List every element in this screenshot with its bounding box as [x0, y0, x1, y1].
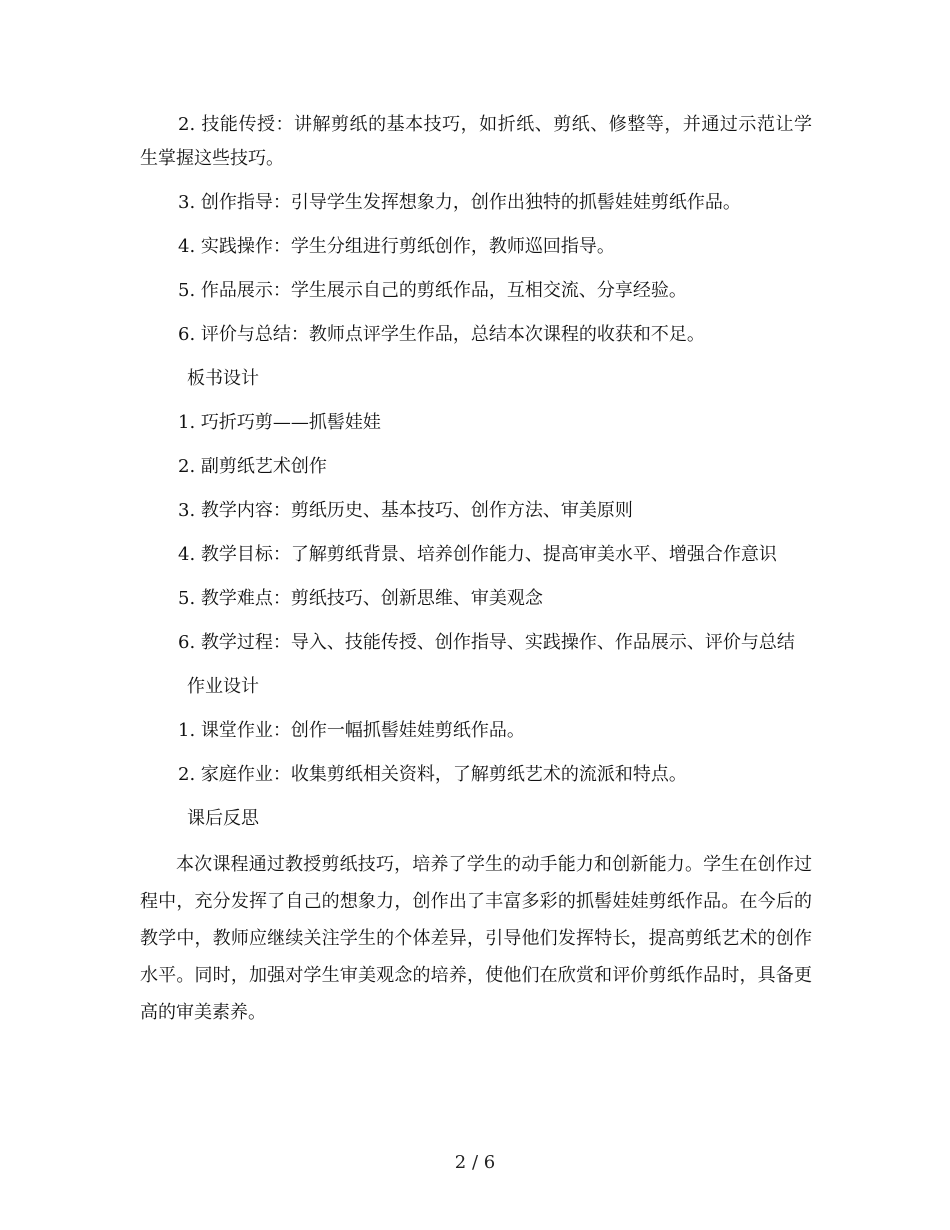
- board-design-item: 5. 教学难点：剪纸技巧、创新思维、审美观念: [178, 588, 543, 609]
- homework-item: 2. 家庭作业：收集剪纸相关资料，了解剪纸艺术的流派和特点。: [178, 764, 687, 785]
- process-item-practice: 4. 实践操作：学生分组进行剪纸创作，教师巡回指导。: [178, 236, 615, 257]
- board-design-item: 1. 巧折巧剪——抓髻娃娃: [178, 412, 381, 433]
- reflection-heading: 课后反思: [187, 808, 259, 829]
- board-design-item: 4. 教学目标：了解剪纸背景、培养创作能力、提高审美水平、增强合作意识: [178, 544, 777, 565]
- board-design-item: 2. 副剪纸艺术创作: [178, 456, 327, 477]
- process-item-skill-teaching: 2. 技能传授：讲解剪纸的基本技巧，如折纸、剪纸、修整等，并通过示范让学生掌握这些技巧。: [140, 114, 812, 169]
- board-design-item: 6. 教学过程：导入、技能传授、创作指导、实践操作、作品展示、评价与总结: [178, 632, 795, 653]
- board-design-heading: 板书设计: [187, 368, 259, 389]
- reflection-paragraph: 本次课程通过教授剪纸技巧，培养了学生的动手能力和创新能力。学生在创作过程中，充分发挥了自己的想象力，创作出了丰富多彩的抓髻娃娃剪纸作品。在今后的教学中，教师应继续关注学生的个体差异，引导他们发挥特长，提高剪纸艺术的创作水平。同时，加强对学生审美观念的培养，使他们在欣赏和评价剪纸作品时，具备更高的审美素养。: [140, 854, 812, 1023]
- process-item-evaluation: 6. 评价与总结：教师点评学生作品，总结本次课程的收获和不足。: [178, 324, 705, 345]
- process-item-showcase: 5. 作品展示：学生展示自己的剪纸作品，互相交流、分享经验。: [178, 280, 687, 301]
- process-item-creation-guidance: 3. 创作指导：引导学生发挥想象力，创作出独特的抓髻娃娃剪纸作品。: [178, 192, 741, 213]
- board-design-item: 3. 教学内容：剪纸历史、基本技巧、创作方法、审美原则: [178, 500, 633, 521]
- page-number: 2 / 6: [454, 1152, 496, 1173]
- document-body: [140, 108, 812, 1031]
- homework-item: 1. 课堂作业：创作一幅抓髻娃娃剪纸作品。: [178, 720, 525, 741]
- homework-heading: 作业设计: [187, 676, 259, 697]
